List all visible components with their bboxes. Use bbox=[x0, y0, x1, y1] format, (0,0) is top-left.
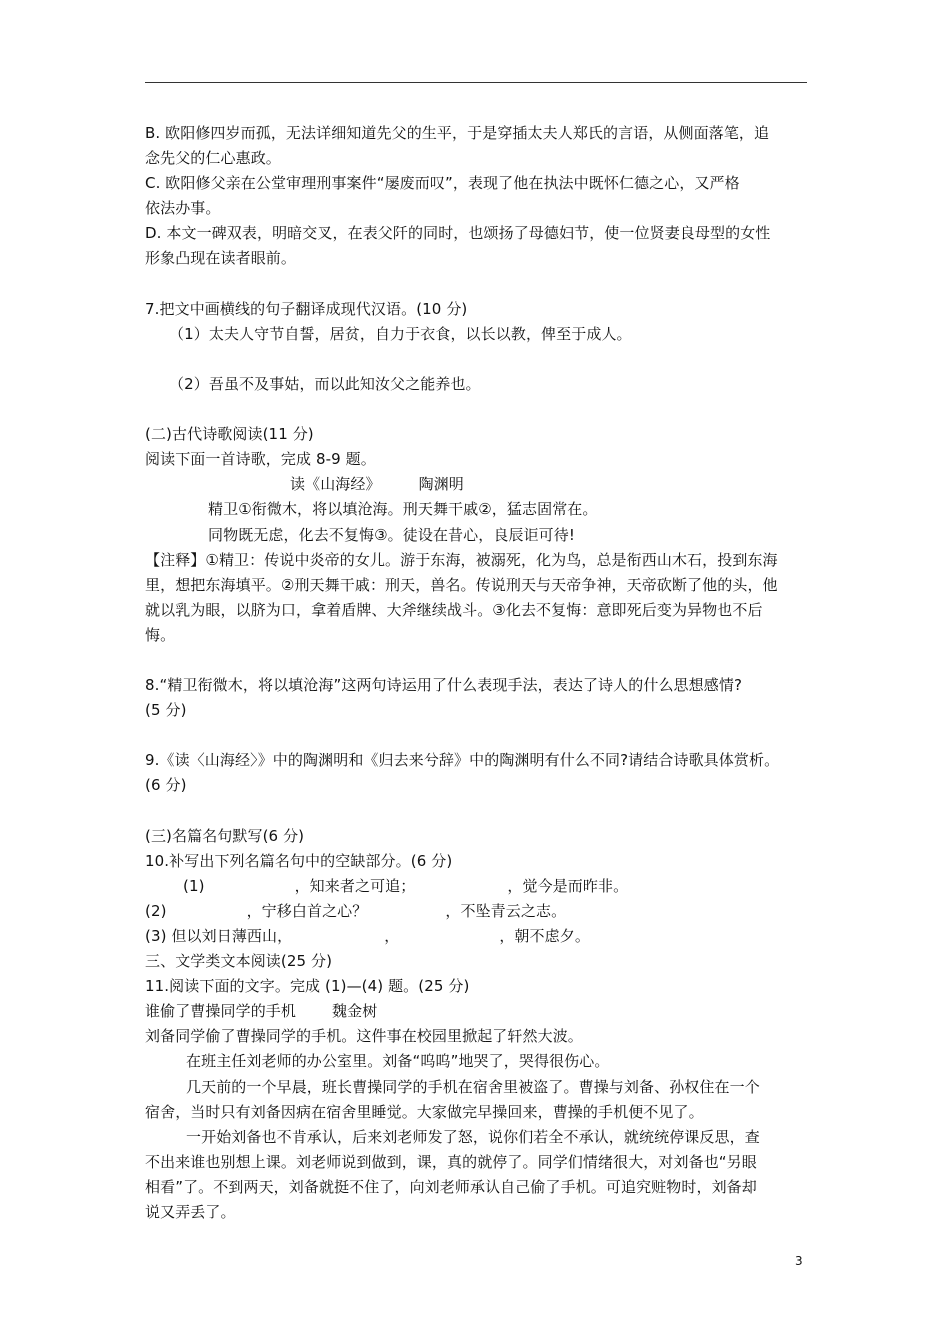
question-9-line-2: (6 分) bbox=[145, 776, 187, 795]
story-paragraph-4-line-4: 说又弄丢了。 bbox=[145, 1203, 236, 1222]
option-b-line-2: 念先父的仁心惠政。 bbox=[145, 149, 281, 168]
spacer bbox=[145, 799, 809, 824]
document-body bbox=[145, 121, 809, 1225]
poem-line-1: 精卫①衔微木，将以填沧海。刑天舞干戚②，猛志固常在。 bbox=[208, 500, 598, 519]
story-author: 魏金树 bbox=[332, 1002, 378, 1021]
poem-line-2: 同物既无虑，化去不复悔③。徒设在昔心，良辰讵可待! bbox=[208, 525, 575, 544]
item-number: (1) bbox=[183, 876, 205, 895]
line-text: ，知来者之可追； bbox=[294, 876, 416, 895]
question-9-line-1: 9.《读〈山海经〉》中的陶渊明和《归去来兮辞》中的陶渊明有什么不同?请结合诗歌具体赏析。 bbox=[145, 751, 780, 770]
item-number: (2) bbox=[145, 901, 167, 920]
line-text: ，不坠青云之志。 bbox=[445, 901, 567, 920]
line-text: ，朝不虑夕。 bbox=[499, 927, 590, 945]
note-line-2: 里，想把东海填平。②刑天舞干戚：刑天，兽名。传说刑天与天帝争神，天帝砍断了他的头，他 bbox=[145, 575, 778, 594]
header-rule bbox=[145, 82, 807, 83]
question-10: 10.补写出下列名篇名句中的空缺部分。(6 分) bbox=[145, 851, 453, 870]
line-text: ，宁移白首之心？ bbox=[246, 901, 368, 920]
question-11: 11.阅读下面的文字。完成 (1)—(4) 题。(25 分) bbox=[145, 977, 470, 996]
spacer bbox=[145, 397, 809, 422]
poem-author: 陶渊明 bbox=[418, 475, 464, 494]
line-text: ， bbox=[384, 927, 400, 945]
question-10-item-3 bbox=[145, 924, 809, 949]
section-3-heading: (三)名篇名句默写(6 分) bbox=[145, 826, 305, 845]
spacer bbox=[145, 723, 809, 748]
question-8-line-2: (5 分) bbox=[145, 701, 187, 720]
option-c-line-2: 依法办事。 bbox=[145, 199, 221, 218]
story-paragraph-4-line-1: 一开始刘备也不肯承认，后来刘老师发了怒，说你们若全不承认，就统统停课反思，查 bbox=[186, 1127, 760, 1146]
poem-title: 读《山海经》 bbox=[290, 475, 381, 494]
note-line-1: 【注释】①精卫：传说中炎帝的女儿。游于东海，被溺死，化为鸟，总是衔西山木石，投到东海 bbox=[145, 550, 778, 569]
story-paragraph-3-line-2: 宿舍，当时只有刘备因病在宿舍里睡觉。大家做完早操回来，曹操的手机便不见了。 bbox=[145, 1102, 704, 1121]
note-line-4: 悔。 bbox=[145, 625, 176, 644]
option-d-line-2: 形象凸现在读者眼前。 bbox=[145, 249, 297, 268]
question-10-item-2 bbox=[145, 899, 809, 924]
poem-heading bbox=[145, 472, 809, 497]
spacer bbox=[145, 648, 809, 673]
story-heading bbox=[145, 999, 809, 1024]
story-paragraph-3-line-1: 几天前的一个早晨，班长曹操同学的手机在宿舍里被盗了。曹操与刘备、孙权住在一个 bbox=[186, 1077, 760, 1096]
line-text: ，觉今是而昨非。 bbox=[507, 876, 629, 895]
story-paragraph-1: 刘备同学偷了曹操同学的手机。这件事在校园里掀起了轩然大波。 bbox=[145, 1027, 583, 1046]
section-2-intro: 阅读下面一首诗歌，完成 8-9 题。 bbox=[145, 450, 376, 469]
question-7-part-2: （2）吾虽不及事姑，而以此知汝父之能养也。 bbox=[169, 374, 481, 393]
question-10-item-1 bbox=[145, 874, 809, 899]
spacer bbox=[145, 347, 809, 372]
story-title: 谁偷了曹操同学的手机 bbox=[145, 1002, 297, 1021]
spacer bbox=[145, 272, 809, 297]
question-7: 7.把文中画横线的句子翻译成现代汉语。(10 分) bbox=[145, 299, 468, 318]
story-paragraph-4-line-3: 相看”了。不到两天，刘备就挺不住了，向刘老师承认自己偷了手机。可追究赃物时，刘备却 bbox=[145, 1177, 757, 1196]
question-7-part-1: （1）太夫人守节自誓，居贫，自力于衣食，以长以教，俾至于成人。 bbox=[169, 324, 632, 343]
option-b-line-1: B. 欧阳修四岁而孤，无法详细知道先父的生平，于是穿插太夫人郑氏的言语，从侧面落笔，追 bbox=[145, 124, 770, 142]
part-3-heading: 三、文学类文本阅读(25 分) bbox=[145, 952, 333, 971]
section-2-heading: (二)古代诗歌阅读(11 分) bbox=[145, 425, 314, 444]
story-paragraph-4-line-2: 不出来谁也别想上课。刘老师说到做到，课，真的就停了。同学们情绪很大，对刘备也“另眼 bbox=[145, 1152, 757, 1171]
story-paragraph-2: 在班主任刘老师的办公室里。刘备“呜呜”地哭了，哭得很伤心。 bbox=[186, 1052, 610, 1071]
option-c-line-1: C. 欧阳修父亲在公堂审理刑事案件“屡废而叹”，表现了他在执法中既怀仁德之心，又严格 bbox=[145, 174, 740, 193]
page-number: 3 bbox=[795, 1254, 803, 1268]
option-d-line-1: D. 本文一碑双表，明暗交叉，在表父阡的同时，也颂扬了母德妇节，使一位贤妻良母型的女性 bbox=[145, 224, 771, 243]
question-8-line-1: 8.“精卫衔微木，将以填沧海”这两句诗运用了什么表现手法，表达了诗人的什么思想感情? bbox=[145, 676, 743, 695]
note-line-3: 就以乳为眼，以脐为口，拿着盾牌、大斧继续战斗。③化去不复悔：意即死后变为异物也不后 bbox=[145, 600, 763, 619]
line-text: (3) 但以刘日薄西山， bbox=[145, 927, 293, 945]
